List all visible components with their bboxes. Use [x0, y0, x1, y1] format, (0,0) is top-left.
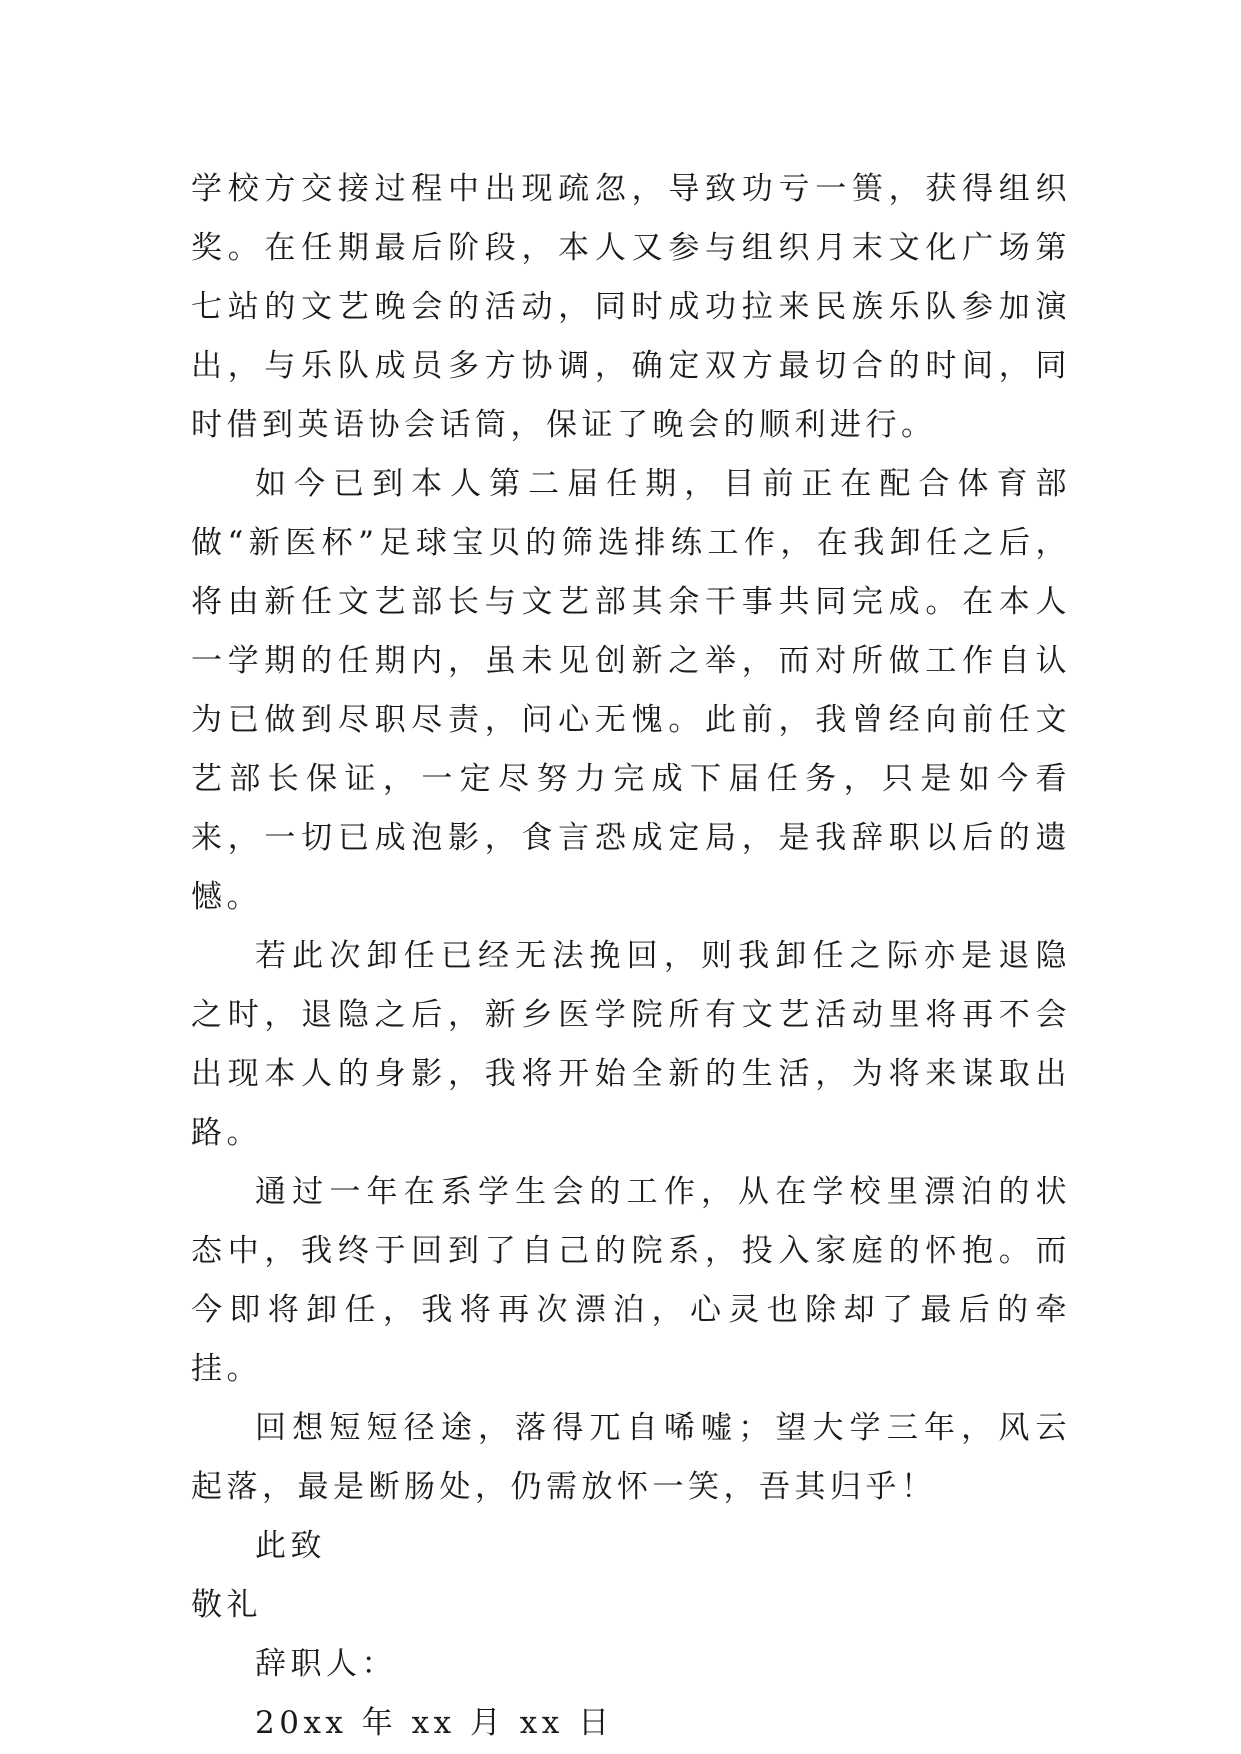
- paragraph-retirement: 若此次卸任已经无法挽回，则我卸任之际亦是退隐之时，退隐之后，新乡医学院所有文艺活动里将再不会出现本人的身影，我将开始全新的生活，为将来谋取出路。: [191, 938, 1071, 1151]
- signature-date: 20xx 年 xx 月 xx 日: [255, 1705, 614, 1741]
- closing-salutation: 此致: [255, 1528, 326, 1564]
- paragraph-continuation: 学校方交接过程中出现疏忽，导致功亏一篑，获得组织奖。在任期最后阶段，本人又参与组织月末文化广场第七站的文艺晚会的活动，同时成功拉来民族乐队参加演出，与乐队成员多方协调，确定双方最切合的时间，同时借到英语协会话筒，保证了晚会的顺利进行。: [191, 171, 1071, 443]
- document-body: [191, 160, 1071, 1753]
- paragraph-second-term: 如今已到本人第二届任期，目前正在配合体育部做“新医杯”足球宝贝的筛选排练工作，在我卸任之后，将由新任文艺部长与文艺部其余干事共同完成。在本人一学期的任期内，虽未见创新之举，而对所做工作自认为已做到尽职尽责，问心无愧。此前，我曾经向前任文艺部长保证，一定尽努力完成下届任务，只是如今看来，一切已成泡影，食言恐成定局，是我辞职以后的遗憾。: [191, 466, 1071, 915]
- paragraph-farewell: 回想短短径途，落得兀自唏嘘；望大学三年，风云起落，最是断肠处，仍需放怀一笑，吾其归乎！: [191, 1410, 1071, 1505]
- paragraph-reflection: 通过一年在系学生会的工作，从在学校里漂泊的状态中，我终于回到了自己的院系，投入家庭的怀抱。而今即将卸任，我将再次漂泊，心灵也除却了最后的牵挂。: [191, 1174, 1071, 1387]
- signer-label: 辞职人：: [255, 1646, 397, 1682]
- closing-respect: 敬礼: [191, 1587, 262, 1623]
